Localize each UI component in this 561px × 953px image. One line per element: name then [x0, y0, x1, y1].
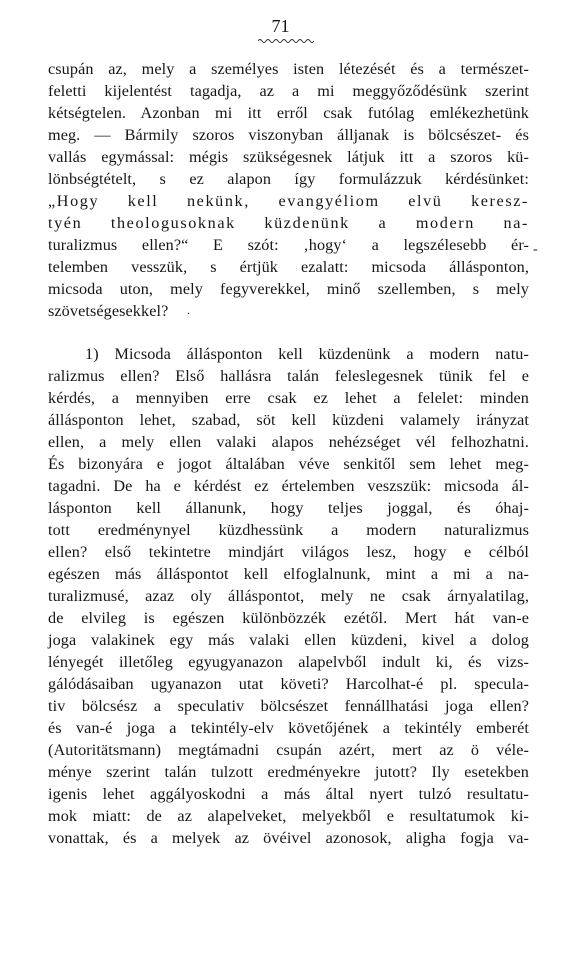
- text-line: micsoda uton, mely fegyverekkel, minő szellemben, s mely: [48, 280, 529, 298]
- text-line: állásponton lehet, szabad, söt kell küzdeni valamely irányzat: [48, 411, 529, 429]
- text-line: gálódásaiban ugyanazon utat követi? Harcolhat-é pl. specula-: [48, 675, 529, 693]
- text-line: lönbségtételt, s ez alapon így formulázzuk kérdésünket:: [48, 170, 529, 188]
- text-line: 1) Micsoda állásponton kell küzdenünk a modern natu-: [85, 345, 529, 363]
- text-line: joga valakinek egy más valaki ellen küzdeni, kivel a dolog: [48, 631, 529, 649]
- text-line-spaced: tyén theologusoknak küzdenünk a modern na-: [48, 214, 529, 232]
- text-line: lásponton kell állanunk, hogy teljes joggal, és óhaj-: [48, 499, 529, 517]
- paragraph-2: [48, 343, 529, 849]
- text-line: tott eredménynyel küzdhessünk a modern naturalizmus: [48, 521, 529, 539]
- page-number: 71: [271, 16, 290, 36]
- text-line: kérdés, a mennyiben erre csak ez lehet a felelet: minden: [48, 389, 529, 407]
- text-line: turalizmusé, azaz oly álláspontot, mely ne csak árnyalatilag,: [48, 587, 529, 605]
- paragraph-1: [48, 58, 529, 322]
- text-line: kétségtelen. Azonban mi itt erről csak futólag emlékezhetünk: [48, 104, 529, 122]
- text-line: És bizonyára e jogot általában véve senkitől sem lehet meg-: [48, 455, 529, 473]
- text-line: ralizmus ellen? Első hallásra talán feleslegesnek tünik fel e: [48, 367, 529, 385]
- text-line: vonattak, és a melyek az övéivel azonosok, aligha fogja va-: [48, 829, 529, 847]
- text-line: tagadni. De ha e kérdést ez értelemben veszszük: micsoda ál-: [48, 477, 529, 495]
- text-line: meg. — Bármily szoros viszonyban álljanak is bölcsészet- és: [48, 126, 529, 144]
- text-line: egészen más álláspontot kell elfoglalnunk, mint a mi a na-: [48, 565, 529, 583]
- text-line: igenis lehet aggályoskodni a más által nyert tulzó resultatu-: [48, 785, 529, 803]
- text-line: ellen, a mely ellen valaki alapos nehézséget vél felhozhatni.: [48, 433, 529, 451]
- text-line: de elvileg is egészen különbözzék ezétől. Mert hát van-e: [48, 609, 529, 627]
- stray-mark: -: [533, 242, 538, 257]
- text-line: vallás egymással: mégis szükségesnek látjuk itt a szoros kü-: [48, 148, 529, 166]
- text-line: és van-é joga a tekintély-elv követőjének a tekintély emberét: [48, 719, 529, 737]
- text-line: telemben vesszük, s értjük ezalatt: micsoda állásponton,: [48, 258, 529, 276]
- text-line-spaced: „Hogy kell nekünk, evangyéliom elvü keresz-: [48, 192, 529, 210]
- text-line: ellen? első tekintetre mindjárt világos lesz, hogy e célból: [48, 543, 529, 561]
- text-line: (Autoritätsmann) megtámadni csupán azért, mert az ö véle-: [48, 741, 529, 759]
- text-line: csupán az, mely a személyes isten létezését és a természet-: [48, 60, 529, 78]
- text-line: feletti kijelentést tagadja, az a mi meggyőződésünk szerint: [48, 82, 529, 100]
- text-line: ménye szerint talán tulzott eredményekre jutott? Ily esetekben: [48, 763, 529, 781]
- text-line: lényegét illetőleg egyugyanazon alapelvből indult ki, és vizs-: [48, 653, 529, 671]
- page-number-ornament: [258, 38, 314, 44]
- text-line: mok miatt: de az alapelveket, melyekből e resultatumok ki-: [48, 807, 529, 825]
- text-line: szövetségesekkel?: [48, 302, 169, 320]
- text-line: turalizmus ellen?“ E szót: ‚hogy‘ a legszélesebb ér-: [48, 236, 529, 254]
- stray-mark: .: [187, 303, 190, 317]
- text-line: tiv bölcsész a speculativ bölcsészet fennállhatási joga ellen?: [48, 697, 529, 715]
